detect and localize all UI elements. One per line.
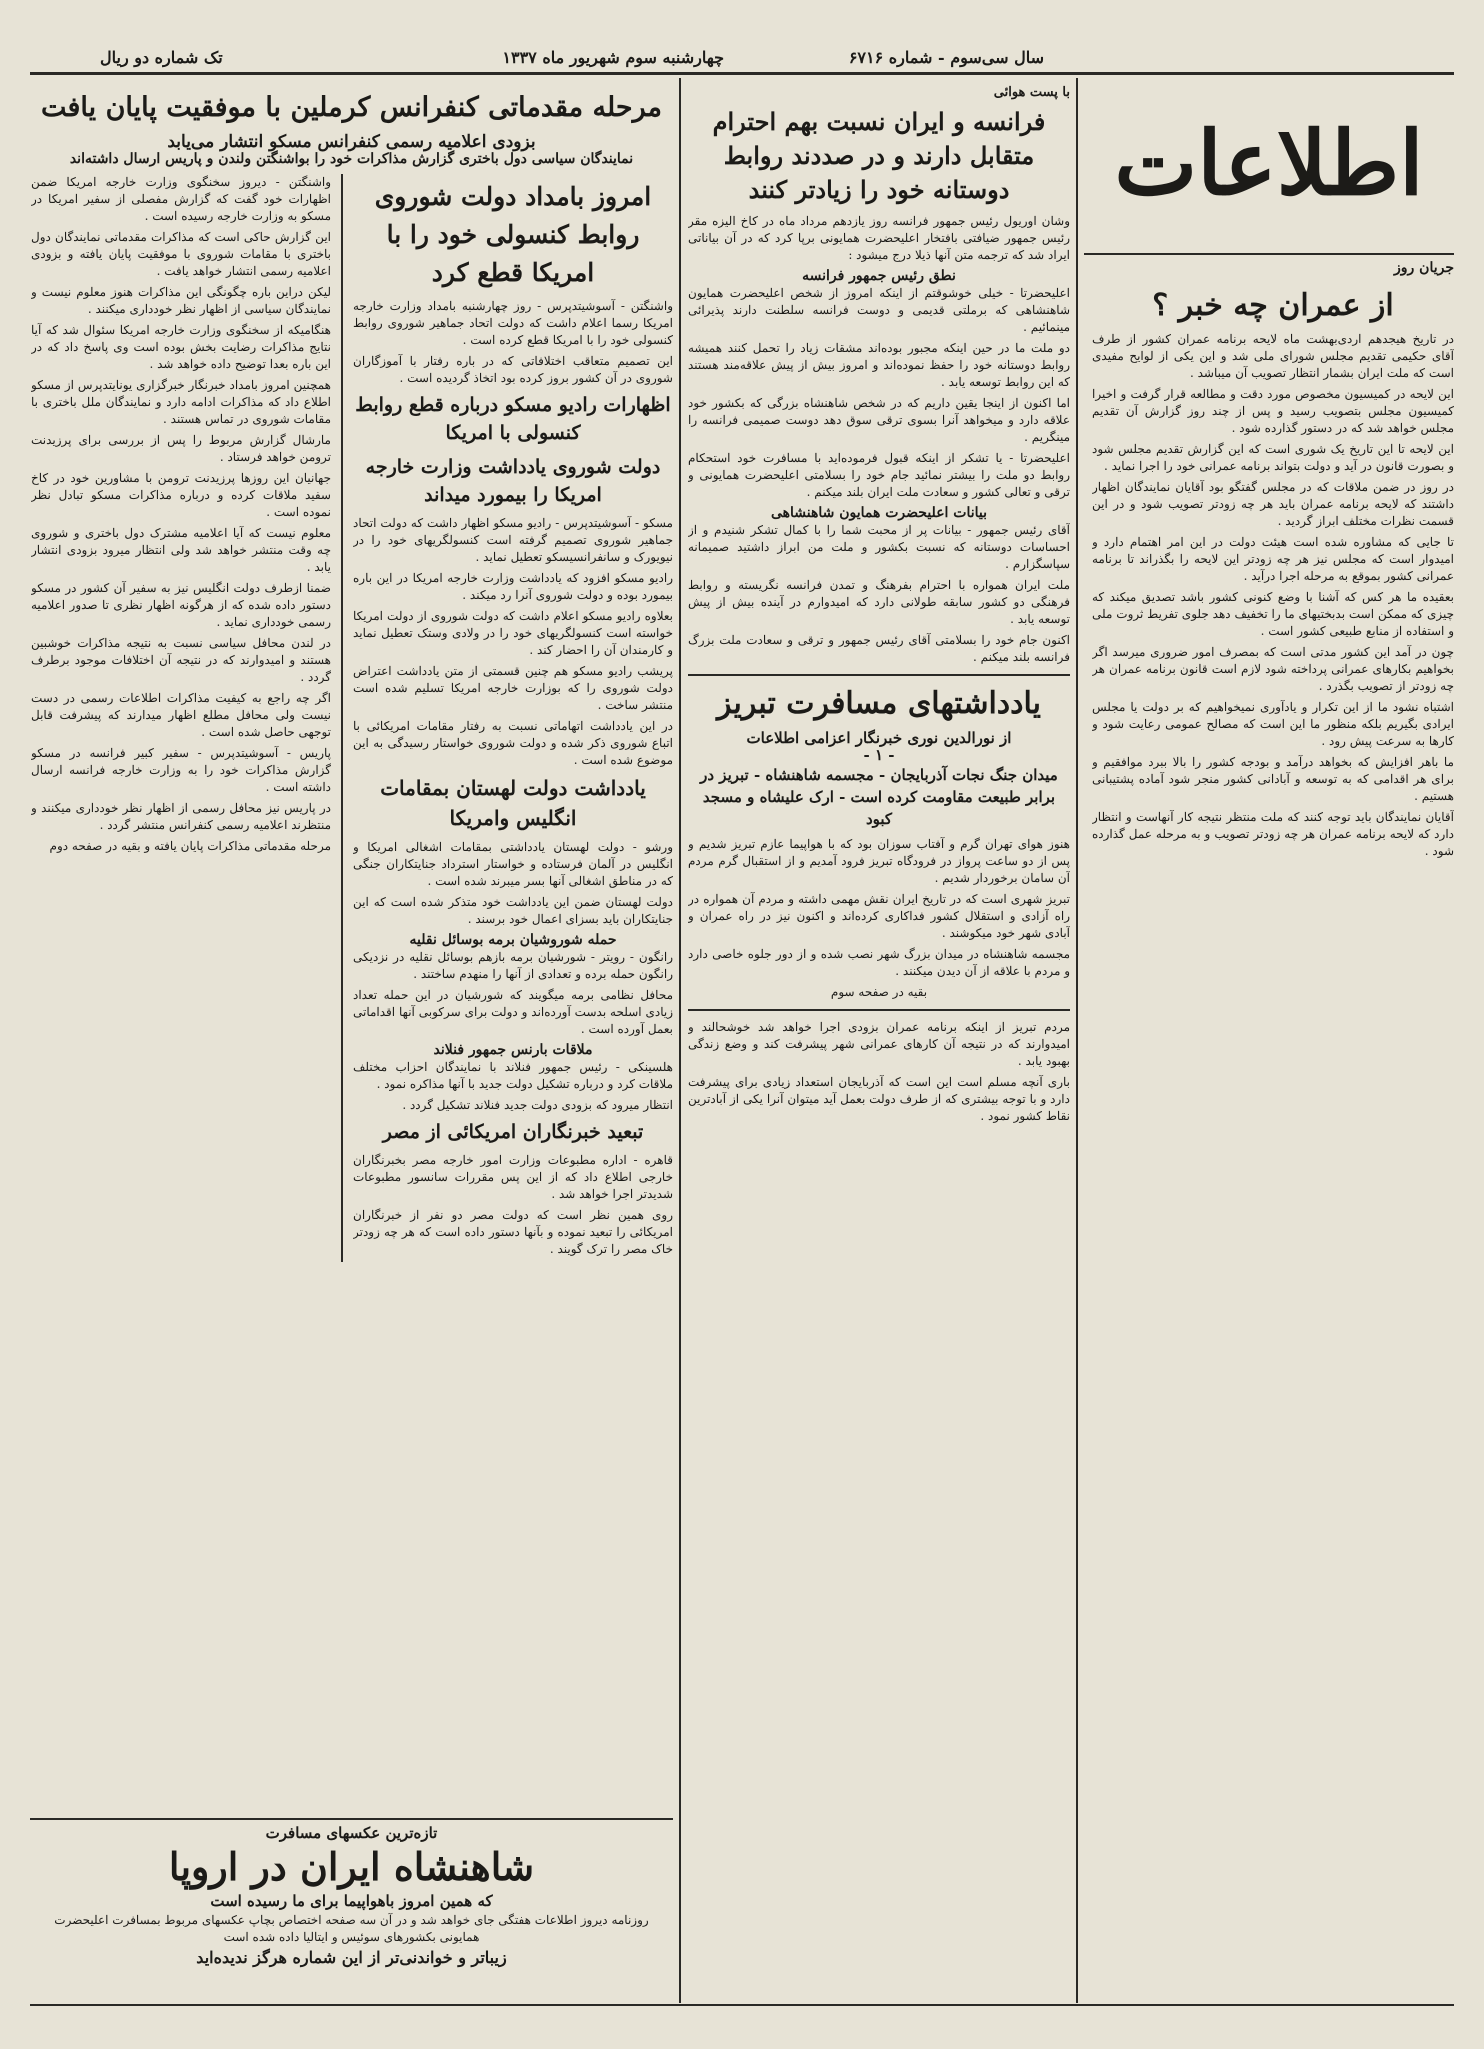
article-paragraph: اما اکنون از اینجا یقین داریم که در شخص شاهنشاه بزرگی که بکشور خود علاقه دارد و میخواهد آنرا بسوی ترقی سوق دهد دوست صمیمی فرانسه را مینگریم . bbox=[688, 396, 1070, 444]
promo-body: روزنامه دیروز اطلاعات هفتگی جای خواهد شد و در آن سه صفحه اختصاص بچاپ عکسهای مربوط بمسافرت اعلیحضرت همایونی بکشورهای سوئیس و ایتالیا داده شده است bbox=[54, 1913, 649, 1944]
article-paragraph: واشنگتن - آسوشیتدپرس - روز چهارشنبه بامداد وزارت خارجه امریکا رسما اعلام داشت که دولت اتحاد جماهیر شوروی روابط کنسولی خود را با امریکا قطع کرده است . bbox=[353, 299, 673, 347]
article-paragraph: تبریز شهری است که در تاریخ ایران نقش مهمی داشته و مردم آن همواره در راه آزادی و استقلال کشور فداکاری کرده‌اند و اکنون نیز در راه عمران و آبادی شهر خود میکوشند . bbox=[688, 892, 1070, 940]
article-paragraph: مارشال گزارش مربوط را پس از بررسی برای پرزیدنت ترومن خواهد فرستاد . bbox=[31, 433, 331, 464]
article-paragraph: این گزارش حاکی است که مذاکرات مقدماتی نمایندگان دول باختری با مقامات شوروی با موفقیت پایان یافته و بزودی اعلامیه رسمی انتشار خواهد یافت . bbox=[31, 230, 331, 278]
soviet-consular-headline: امروز بامداد دولت شوروی روابط کنسولی خود را با امریکا قطع کرد bbox=[374, 182, 652, 287]
article-paragraph: لیکن دراین باره چگونگی این مذاکرات هنوز معلوم نیست و نمایندگان سیاسی از اظهار نظر خودداری میکنند . bbox=[31, 285, 331, 316]
section-divider bbox=[688, 674, 1070, 676]
page-bottom-rule bbox=[30, 2004, 1454, 2006]
article-paragraph: پاریس - آسوشیتدپرس - سفیر کبیر فرانسه در مسکو گزارش مذاکرات خود را به وزارت خارجه فرانسه ارسال داشته است . bbox=[31, 746, 331, 794]
article-paragraph: باری آنچه مسلم است این است که آذربایجان استعداد زیادی برای پیشرفت دارد و با توجه بیشتری که از طرف دولت بعمل آید میتوان آنرا یکی از آبادترین نقاط کشور نمود . bbox=[688, 1075, 1070, 1123]
editorial-paragraph: بعقیده ما هر کس که آشنا با وضع کنونی کشور باشد تصدیق میکند که چیزی که ممکن است بدبختیهای ما را تخفیف دهد جلوی تفریط ثروت ملی و استفاده از منابع طبیعی کشور است . bbox=[1092, 590, 1454, 638]
egypt-headline: تبعید خبرنگاران امریکائی از مصر bbox=[382, 1121, 644, 1143]
article-paragraph: در پاریس نیز محافل رسمی از اظهار نظر خودداری میکنند و منتظرند اعلامیه رسمی کنفرانس منتشر گردد . bbox=[31, 801, 331, 832]
editorial-paragraph: اشتباه نشود ما از این تکرار و یادآوری نمیخواهیم که بر دولت یا مجلس ایرادی بگیریم بلکه منظور ما این است که مصالح عمومی رعایت شود و کارها به سرعت پیش رود . bbox=[1092, 700, 1454, 748]
promo-title: شاهنشاه ایران در اروپا bbox=[168, 1844, 535, 1889]
article-paragraph: در لندن محافل سیاسی نسبت به نتیجه مذاکرات خوشبین هستند و امیدوارند که در نتیجه آن اختلافات موجود برطرف گردد . bbox=[31, 636, 331, 684]
issue-price: تک شماره دو ریال bbox=[100, 48, 223, 67]
article-paragraph: مرحله مقدماتی مذاکرات پایان یافته و بقیه در صفحه دوم bbox=[49, 839, 331, 853]
tabriz-part-number: - ۱ - bbox=[863, 746, 895, 764]
article-paragraph: دولت لهستان ضمن این یادداشت خود متذکر شده است که این جنایتکاران باید بسزای اعمال خود برسند . bbox=[353, 895, 673, 926]
article-paragraph: دو ملت ما در حین اینکه مجبور بوده‌اند مشقات زیاد را تحمل کنند همیشه روابط دوستانه خود را حفظ نموده‌اند و امروز بیش از پیش علاقه‌مند هستند که این روابط توسعه یابد . bbox=[688, 341, 1070, 389]
article-paragraph: رانگون - رویتر - شورشیان برمه بازهم بوسائل نقلیه در نزدیکی رانگون حمله برده و تعدادی از آنها را منهدم ساختند . bbox=[353, 950, 673, 981]
tabriz-headline: یادداشتهای مسافرت تبریز bbox=[716, 686, 1042, 721]
article-paragraph: پریشب رادیو مسکو هم چنین قسمتی از متن یادداشت اعتراض دولت شوروی را که بوزارت خارجه امریکا تسلیم شده است منتشر ساخت . bbox=[353, 664, 673, 712]
column-rule-2 bbox=[679, 78, 681, 2003]
article-paragraph: انتظار میرود که بزودی دولت جدید فنلاند تشکیل گردد . bbox=[402, 1098, 673, 1112]
article-paragraph: مجسمه شاهنشاه در میدان بزرگ شهر نصب شده و از دور جلوه خاصی دارد و مردم با علاقه از آن دیدن میکنند . bbox=[688, 947, 1070, 978]
soviet-note-headline: دولت شوروی یادداشت وزارت خارجه امریکا را بیمورد میداند bbox=[365, 456, 661, 506]
editorial-paragraph: آقایان نمایندگان باید توجه کنند که ملت منتظر نتیجه کار آنهاست و انتظار دارد که لایحه برنامه عمران هر چه زودتر تصویب و به مرحله عمل گذارده شود . bbox=[1092, 810, 1454, 858]
article-paragraph: اعلیحضرتا - خیلی خوشوقتم از اینکه امروز از شخص اعلیحضرت همایون شاهنشاهی که برملتی قدیمی و دوست فرانسه سلطنت دارند پذیرائی مینمائیم . bbox=[688, 286, 1070, 334]
article-intro: وشان اوریول رئیس جمهور فرانسه روز یازدهم مرداد ماه در کاخ الیزه مقر رئیس جمهور ضیافتی بافتخار اعلیحضرت همایونی برپا کرد که در آن بیاناتی ایراد شد که ترجمه متن آنها ذیلا درج میشود : bbox=[688, 214, 1070, 262]
kremlin-subheading-2: نمایندگان سیاسی دول باختری گزارش مذاکرات خود را بواشنگتن ولندن و پاریس ارسال داشته‌اند bbox=[69, 151, 634, 167]
editorial-paragraph: چون در آمد این کشور مدتی است که بمصرف امور ضروری میرسد اگر بخواهیم بکارهای عمرانی پرداخته شود لازم است قانون برنامه عمران هر چه زودتر از تصویب بگذرد . bbox=[1092, 645, 1454, 693]
editorial-column bbox=[1092, 260, 1454, 2000]
article-paragraph: آقای رئیس جمهور - بیانات پر از محبت شما را با کمال تشکر شنیدم و از احساسات دوستانه که نسبت بکشور و ملت من ابراز داشتید صمیمانه سپاسگزارم . bbox=[688, 523, 1070, 571]
kremlin-subheading: بزودی اعلامیه رسمی کنفرانس مسکو انتشار می‌یابد bbox=[167, 132, 536, 152]
article-paragraph: ضمنا ازطرف دولت انگلیس نیز به سفیر آن کشور در مسکو دستور داده شده که از هرگونه اظهار نظری تا صدور اعلامیه رسمی خودداری نماید . bbox=[31, 581, 331, 629]
editorial-paragraph: این لایحه تا این تاریخ یک شوری است که این گزارش تقدیم مجلس شود و بصورت قانون در آید و دولت بتواند برنامه عمرانی خود را اجرا نماید . bbox=[1092, 442, 1454, 473]
article-paragraph: واشنگتن - دیروز سخنگوی وزارت خارجه امریکا ضمن اظهارات خود گفت که گزارش مفصلی از سفیر امریکا در مسکو به وزارت خارجه رسیده است . bbox=[31, 175, 331, 223]
editorial-title: از عمران چه خبر ؟ bbox=[1152, 288, 1394, 323]
subheading-president-speech: نطق رئیس جمهور فرانسه bbox=[802, 268, 956, 284]
left-column-split bbox=[30, 174, 673, 1262]
subheading-shah-speech: بیانات اعلیحضرت همایون شاهنشاهی bbox=[770, 505, 988, 521]
newspaper-page bbox=[30, 48, 1454, 2008]
article-paragraph: مسکو - آسوشیتدپرس - رادیو مسکو اظهار داشت که دولت اتحاد جماهیر شوروی تصمیم گرفته است کنسولگریهای خود را در نیویورک و سانفرانسیسکو تعطیل نماید . bbox=[353, 516, 673, 564]
article-paragraph: این تصمیم متعاقب اختلافاتی که در باره رفتار با آموزگاران شوروی در آن کشور بروز کرده بود اتخاذ گردیده است . bbox=[353, 354, 673, 385]
left-subcolumn-a bbox=[353, 174, 673, 1262]
kicker-airmail: با پست هوائی bbox=[993, 85, 1070, 100]
article-paragraph: معلوم نیست که آیا اعلامیه مشترک دول باختری و شوروی چه وقت منتشر خواهد شد ولی انتظار میرود بزودی انتشار یابد . bbox=[31, 526, 331, 574]
finland-subheading: ملاقات بارنس جمهور فنلاند bbox=[433, 1042, 593, 1058]
article-paragraph: در این یادداشت اتهاماتی نسبت به رفتار مقامات امریکائی با اتباع شوروی ذکر شده و دولت شوروی خواستار رسیدگی به این موضوع شده است . bbox=[353, 719, 673, 767]
article-paragraph: اگر چه راجع به کیفیت مذاکرات اطلاعات رسمی در دست نیست ولی محافل مطلع اظهار میدارند که پیشرفت قابل توجهی حاصل شده است . bbox=[31, 691, 331, 739]
editorial-paragraph: ما باهر افزایش که بخواهد درآمد و بودجه کشور را بالا ببرد موافقیم و برای هر اقدامی که به توسعه و آبادانی کشور منجر شود آماده پشتیبانی هستیم . bbox=[1092, 755, 1454, 803]
subcolumn-rule bbox=[341, 174, 343, 1262]
editorial-paragraph: تا جایی که مشاوره شده است هیئت دولت در این امر اهتمام دارد و امیدوار است که مجلس نیز هر چه زودتر این لایحه را بگذراند تا برنامه عمرانی کشور بموقع به مرحله اجرا درآید . bbox=[1092, 535, 1454, 583]
burma-subheading: حمله شوروشیان برمه بوسائل نقلیه bbox=[409, 932, 617, 948]
article-paragraph: بعلاوه رادیو مسکو اعلام داشت که دولت شوروی از دولت امریکا خواسته است کنسولگریهای خود را در ولادی وستک تعطیل نماید و کارمندان آن را احضار کند . bbox=[353, 609, 673, 657]
tabriz-byline: از نورالدین نوری خبرنگار اعزامی اطلاعات bbox=[746, 729, 1012, 747]
promo-box bbox=[30, 1818, 673, 2000]
article-paragraph: اعلیحضرتا - یا تشکر از اینکه قبول فرموده‌اید با مسافرت خود استحکام روابط دو ملت را بیشتر نمائید جام خود را بسلامتی اعلیحضرت همایونی و ترقی و تعالی کشور و سعادت ملت ایران بلند میکنم . bbox=[688, 451, 1070, 499]
promo-kicker: تازه‌ترین عکسهای مسافرت bbox=[265, 1824, 438, 1842]
promo-tagline: زیباتر و خواندنی‌تر از این شماره هرگز ندیده‌اید bbox=[196, 1948, 507, 1967]
article-paragraph: اکنون جام خود را بسلامتی آقای رئیس جمهور و ترقی و سعادت ملت بزرگ فرانسه بلند میکنم . bbox=[688, 633, 1070, 664]
article-paragraph: هلسینکی - رئیس جمهور فنلاند با نمایندگان احزاب مختلف ملاقات کرد و درباره تشکیل دولت جدید با آنها مذاکره نمود . bbox=[353, 1060, 673, 1091]
article-paragraph: رادیو مسکو افزود که یادداشت وزارت خارجه امریکا در این باره بیمورد بوده و دولت شوروی آنرا رد میکند . bbox=[353, 571, 673, 602]
continued-note: بقیه در صفحه سوم bbox=[830, 985, 928, 999]
logo-rule bbox=[1084, 253, 1454, 255]
article-paragraph: روی همین نظر است که دولت مصر دو نفر از خبرنگاران امریکائی را تبعید نموده و بآنها دستور داده است که هر چه زودتر خاک مصر را ترک گویند . bbox=[353, 1208, 673, 1256]
editorial-paragraph: در روز در ضمن ملاقات که در مجلس گفتگو بود آقایان نمایندگان اظهار داشتند که لایحه برنامه عمران باید هر چه زودتر تصویب شود و در این قسمت نظرات مختلف ابراز گردید . bbox=[1092, 480, 1454, 528]
france-iran-headline: فرانسه و ایران نسبت بهم احترام متقابل دارند و در صددند روابط دوستانه خود را زیادتر کنند bbox=[712, 107, 1046, 204]
kremlin-headline: مرحله مقدماتی کنفرانس کرملین با موفقیت پایان یافت bbox=[41, 92, 662, 123]
section-divider bbox=[688, 1009, 1070, 1011]
article-paragraph: ورشو - دولت لهستان یادداشتی بمقامات اشغالی امریکا و انگلیس در آلمان فرستاده و خواستار استرداد جنایتکاران جنگی که در مناطق اشغالی آنها بسر میبرند شده است . bbox=[353, 840, 673, 888]
left-subcolumn-b bbox=[31, 174, 331, 1262]
left-column bbox=[30, 84, 673, 1999]
article-paragraph: محافل نظامی برمه میگویند که شورشیان در این حمله تعداد زیادی اسلحه بدست آورده‌اند و دولت برای سرکوبی آنها اقداماتی بعمل آورده است . bbox=[353, 988, 673, 1036]
middle-column bbox=[688, 84, 1070, 1999]
article-paragraph: هنوز هوای تهران گرم و آفتاب سوزان بود که با هواپیما عازم تبریز شدیم و پس از دو ساعت پرواز در فرودگاه تبریز فرود آمدیم و از استقبال گرم مردم آن سامان برخوردار شدیم . bbox=[688, 837, 1070, 885]
editorial-paragraph: در تاریخ هیجدهم اردی‌بهشت ماه لایحه برنامه عمران کشور از طرف آقای حکیمی تقدیم مجلس شورای ملی شد و این یکی از لوایح مفیدی است که ملت ایران بشمار انتظار تصویب آن میباشد . bbox=[1092, 332, 1454, 380]
article-paragraph: جهانیان این روزها پرزیدنت ترومن با مشاورین خود در کاخ سفید ملاقات کرده و درباره مذاکرات مسکو تبادل نظر نموده است . bbox=[31, 471, 331, 519]
issue-number: سال سی‌سوم - شماره ۶۷۱۶ bbox=[848, 48, 1044, 67]
article-paragraph: ملت ایران همواره با احترام بفرهنگ و تمدن فرانسه نگریسته و روابط فرهنگی دو کشور سابقه طولانی دارد که امیدوارم در آینده بیش از پیش توسعه یابد . bbox=[688, 578, 1070, 626]
issue-date: چهارشنبه سوم شهریور ماه ۱۳۳۷ bbox=[502, 48, 724, 67]
column-rule-1 bbox=[1076, 78, 1078, 2003]
masthead-rule bbox=[30, 72, 1454, 75]
newspaper-logo: اطلاعات bbox=[1114, 111, 1424, 215]
article-paragraph: همچنین امروز بامداد خبرنگار خبرگزاری یونایتدپرس از مسکو اطلاع داد که مذاکرات ادامه دارد و نمایندگان ملل باختری با مقامات شوروی در تماس هستند . bbox=[31, 378, 331, 426]
editorial-paragraph: این لایحه در کمیسیون مخصوص مورد دقت و مطالعه قرار گرفت و اخیرا کمیسیون مجلس بتصویب رسید و پس از چند روز گزارش آن تقدیم مجلس خواهد شد که در دستور گذارده شود . bbox=[1092, 387, 1454, 435]
article-paragraph: مردم تبریز از اینکه برنامه عمران بزودی اجرا خواهد شد خوشحالند و امیدوارند که در نتیجه آن کارهای عمرانی شهر پیشرفت کند و وضع زندگی بهبود یابد . bbox=[688, 1020, 1070, 1068]
promo-subtitle: که همین امروز باهواپیما برای ما رسیده است bbox=[210, 1892, 493, 1910]
poland-note-headline: یادداشت دولت لهستان بمقامات انگلیس وامریکا bbox=[380, 776, 646, 830]
editorial-heading: جریان روز bbox=[1394, 260, 1454, 276]
article-paragraph: قاهره - اداره مطبوعات وزارت امور خارجه مصر بخبرنگاران خارجی اطلاع داد که از این پس مقررات سانسور مطبوعات شدیدتر اجرا خواهد شد . bbox=[353, 1153, 673, 1201]
tabriz-subheading: میدان جنگ نجات آذربایجان - مجسمه شاهنشاه - تبریز در برابر طبیعت مقاومت کرده است - ارک علیشاه و مسجد کبود bbox=[700, 766, 1058, 828]
radio-moscow-headline: اظهارات رادیو مسکو درباره قطع روابط کنسولی با امریکا bbox=[355, 394, 671, 444]
article-paragraph: هنگامیکه از سخنگوی وزارت خارجه امریکا سئوال شد که آیا نتایج مذاکرات رضایت بخش بوده است وی پاسخ داد که در این باره بعدا توضیح داده خواهد شد . bbox=[31, 323, 331, 371]
